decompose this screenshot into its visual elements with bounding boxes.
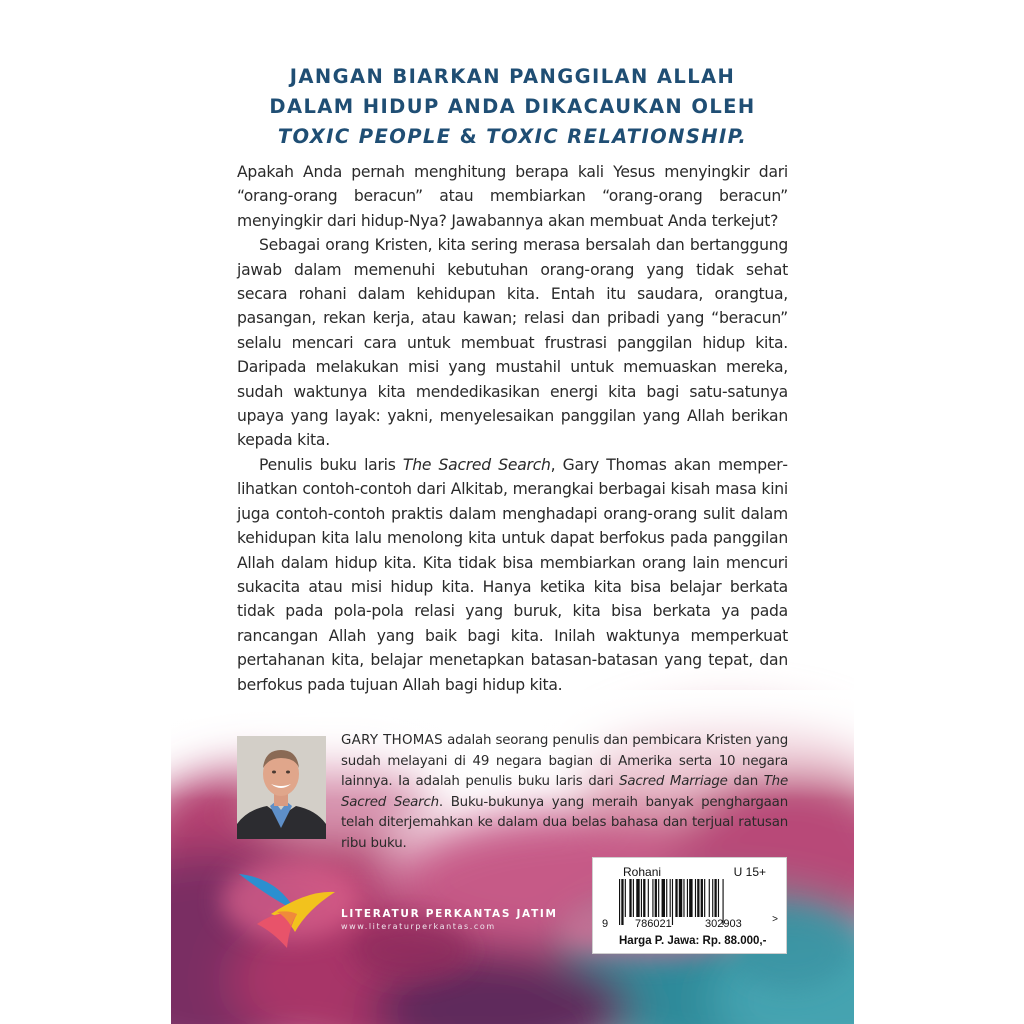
barcode-digit-first: 9 bbox=[602, 918, 609, 930]
author-bio bbox=[341, 731, 788, 855]
author-name: GARY THOMAS bbox=[341, 733, 443, 748]
barcode-bar bbox=[625, 879, 626, 917]
barcode-bar bbox=[689, 879, 692, 917]
barcode-bar bbox=[643, 879, 645, 917]
barcode-bar bbox=[718, 879, 719, 917]
synopsis-paragraph-1: Apakah Anda pernah menghitung berapa kali Yesus menyingkir dari “orang-orang beracun” atau membiarkan “orang-orang beracun” menyingkir dari hidup-Nya? Jawabannya akan membuat Anda terkejut? bbox=[237, 163, 788, 230]
author-bio-part-3: . Buku-bukunya yang meraih banyak penghargaan telah diterjemahkan ke dalam dua belas bahasa dan terjual ratusan ribu buku. bbox=[341, 794, 788, 851]
headline-ampersand: & bbox=[459, 125, 479, 148]
barcode-bar bbox=[701, 879, 703, 917]
barcode-bar bbox=[633, 879, 634, 917]
paragraph-3-rest: , Gary Thomas akan memperlihatkan contoh-contoh dari Alkitab, merangkai berbagai kisah masa kini juga contoh-contoh praktis dalam menghadapi orang-orang sulit dalam kehidupan kita lalu menolong kita untuk dapat berfokus pada panggilan Allah dalam hidup kita. Kita tidak bisa membiarkan orang lain mencuri sukacita atau misi hidup kita. Hanya ketika kita bisa belajar berkata tidak pada pola-pola relasi yang buruk, kita bisa berkata ya pada rancangan Allah yang baik bagi kita. Inilah waktunya memperkuat pertahanan kita, belajar menetapkan batasan-batasan yang tepat, dan berfokus pada tujuan Allah bagi hidup kita. bbox=[237, 455, 788, 694]
barcode-bar bbox=[714, 879, 716, 917]
headline-toxic-people: TOXIC PEOPLE bbox=[277, 125, 452, 148]
synopsis bbox=[237, 160, 788, 697]
barcode-sticker bbox=[592, 857, 787, 954]
book-back-cover bbox=[171, 0, 854, 1024]
book-title-reference: The Sacred Search bbox=[402, 455, 551, 474]
headline-line-2: DALAM HIDUP ANDA DIKACAUKAN OLEH bbox=[269, 95, 756, 118]
barcode-bar bbox=[652, 879, 653, 917]
barcode-bar bbox=[712, 879, 713, 917]
author-book-1: Sacred Marriage bbox=[619, 774, 728, 790]
synopsis-paragraph-3 bbox=[237, 453, 788, 697]
barcode-price: Harga P. Jawa: Rp. 88.000,- bbox=[619, 935, 767, 947]
barcode-bar bbox=[675, 879, 677, 917]
paragraph-3-intro: Penulis buku laris bbox=[259, 455, 403, 474]
barcode-bar bbox=[679, 879, 682, 917]
headline-line-1: JANGAN BIARKAN PANGGILAN ALLAH bbox=[289, 65, 736, 88]
author-bio-part-1: adalah seorang penulis dan pembicara Kristen yang sudah melayani di 49 negara bagian di Amerika serta 10 negara lainnya. Ia adalah penulis buku laris dari bbox=[341, 733, 788, 790]
barcode-bar bbox=[648, 879, 649, 917]
synopsis-paragraph-2: Sebagai orang Kristen, kita sering merasa bersalah dan bertanggung jawab dalam memenuhi kebutuhan orang-orang yang tidak sehat secara rohani dalam kehidupan kita. Entah itu saudara, orangtua, pasangan, rekan kerja, atau kawan; relasi dan pribadi yang “beracun” selalu mencari cara untuk membuat frustrasi panggilan hidup kita. Daripada melakukan misi yang mustahil untuk memuaskan mereka, sudah waktunya kita mendedikasikan energi kita bagi satu-satunya upaya yang layak: yakni, menyelesaikan panggilan yang Allah berikan kepada kita. bbox=[237, 236, 788, 450]
barcode-age-rating: U 15+ bbox=[733, 865, 766, 879]
barcode-arrow: > bbox=[772, 914, 778, 925]
barcode-category: Rohani bbox=[623, 865, 662, 879]
publisher-url: www.literaturperkantas.com bbox=[341, 922, 496, 931]
barcode-bar bbox=[662, 879, 665, 917]
headline-line-3 bbox=[171, 122, 854, 152]
author-bio-part-2: dan bbox=[727, 774, 764, 790]
barcode-bar bbox=[695, 879, 696, 917]
author-book-2: The Sacred Search bbox=[341, 774, 788, 810]
barcode-bar bbox=[704, 879, 705, 917]
headline-toxic-relationship: TOXIC RELATIONSHIP. bbox=[486, 125, 748, 148]
barcode-bar bbox=[619, 879, 620, 925]
author-photo bbox=[237, 736, 326, 839]
barcode-bar bbox=[621, 879, 623, 925]
barcode-bar bbox=[683, 879, 684, 917]
barcode-digits-left: 786021 bbox=[635, 918, 672, 930]
headline bbox=[171, 62, 854, 152]
barcode-bar bbox=[672, 879, 673, 925]
barcode-bar bbox=[687, 879, 688, 917]
barcode-bar bbox=[709, 879, 710, 917]
barcode-bar bbox=[636, 879, 639, 917]
barcode-bar bbox=[697, 879, 699, 917]
publisher-logo-icon bbox=[237, 870, 337, 950]
barcode-bar bbox=[658, 879, 659, 917]
barcode-bar bbox=[666, 879, 667, 917]
barcode-bar bbox=[655, 879, 657, 917]
barcode-bar bbox=[641, 879, 642, 917]
author-portrait-image bbox=[237, 736, 326, 839]
barcode-bar bbox=[670, 879, 671, 917]
barcode-bar bbox=[629, 879, 631, 917]
publisher-name: LITERATUR PERKANTAS JATIM bbox=[341, 908, 558, 920]
barcode-digits-right: 302903 bbox=[705, 918, 742, 930]
